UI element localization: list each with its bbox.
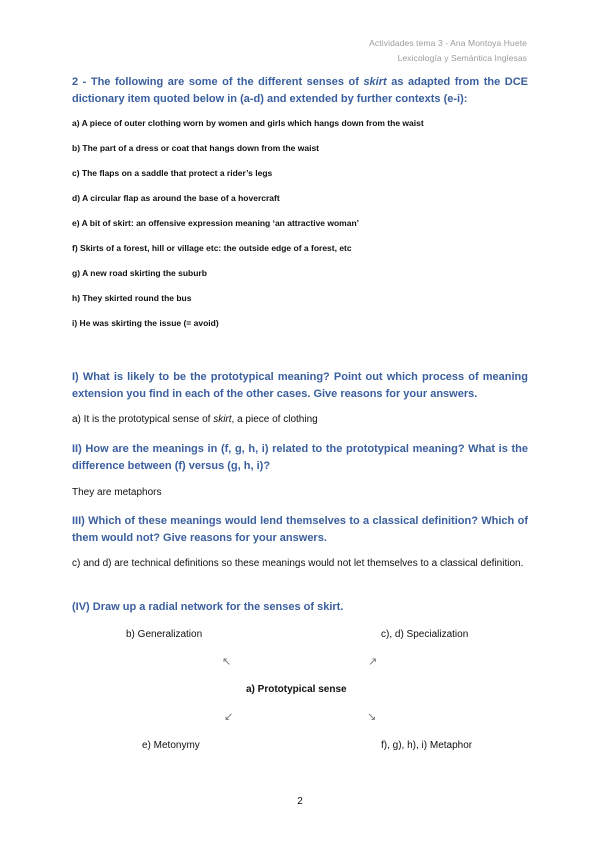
sense-item: a) A piece of outer clothing worn by women and girls which hangs down from the waist bbox=[72, 118, 424, 128]
sense-item: d) A circular flap as around the base of a hovercraft bbox=[72, 193, 280, 203]
network-specialization: c), d) Specialization bbox=[381, 629, 469, 640]
network-generalization: b) Generalization bbox=[126, 629, 203, 640]
header-line-1: Actividades tema 3 - Ana Montoya Huete bbox=[369, 38, 527, 48]
header-line-2: Lexicología y Semántica Inglesas bbox=[397, 53, 527, 63]
question-1: I) What is likely to be the prototypical meaning? Point out which process of meaning extension you find in each of the other cases. Give reasons for your answers. bbox=[72, 371, 528, 400]
sense-item: h) They skirted round the bus bbox=[72, 293, 192, 303]
sense-item: b) The part of a dress or coat that hangs down from the waist bbox=[72, 143, 319, 153]
page-number: 2 bbox=[297, 796, 303, 807]
intro-part-1: 2 - The following are some of the different senses of bbox=[72, 76, 364, 88]
arrow-up-right-icon: ↗ bbox=[368, 656, 378, 668]
answer-1-pre: a) It is the prototypical sense of bbox=[72, 414, 214, 425]
sense-item: i) He was skirting the issue (= avoid) bbox=[72, 318, 219, 328]
intro-word: skirt bbox=[363, 76, 387, 88]
question-2: II) How are the meanings in (f, g, h, i) related to the prototypical meaning? What is the difference between (f) versus (g, h, i)? bbox=[72, 443, 528, 472]
intro-part-2: as adapted from the DCE dictionary item quoted below in (a-d) and extended by further contexts (e-i): bbox=[72, 76, 528, 105]
exercise-intro bbox=[72, 74, 528, 108]
answer-1-word: skirt bbox=[213, 414, 232, 425]
question-4: (IV) Draw up a radial network for the senses of skirt. bbox=[72, 601, 344, 613]
sense-item: c) The flaps on a saddle that protect a rider’s legs bbox=[72, 168, 273, 178]
arrow-up-left-icon: ↖ bbox=[222, 656, 232, 668]
network-metonymy: e) Metonymy bbox=[142, 740, 200, 751]
arrow-down-right-icon: ↘ bbox=[367, 711, 377, 723]
answer-1 bbox=[72, 412, 528, 428]
answer-1-post: , a piece of clothing bbox=[231, 414, 318, 425]
network-prototypical-sense: a) Prototypical sense bbox=[246, 684, 347, 695]
question-3: III) Which of these meanings would lend themselves to a classical definition? Which of them would not? Give reasons for your answers. bbox=[72, 515, 528, 544]
network-metaphor: f), g), h), i) Metaphor bbox=[381, 740, 473, 751]
sense-item: e) A bit of skirt: an offensive expression meaning ‘an attractive woman’ bbox=[72, 218, 360, 228]
sense-item: g) A new road skirting the suburb bbox=[72, 268, 207, 278]
answer-3: c) and d) are technical definitions so these meanings would not let themselves to a classical definition. bbox=[72, 558, 524, 569]
sense-item: f) Skirts of a forest, hill or village etc: the outside edge of a forest, etc bbox=[72, 243, 352, 253]
arrow-down-left-icon: ↙ bbox=[224, 711, 234, 723]
answer-2: They are metaphors bbox=[72, 487, 162, 498]
